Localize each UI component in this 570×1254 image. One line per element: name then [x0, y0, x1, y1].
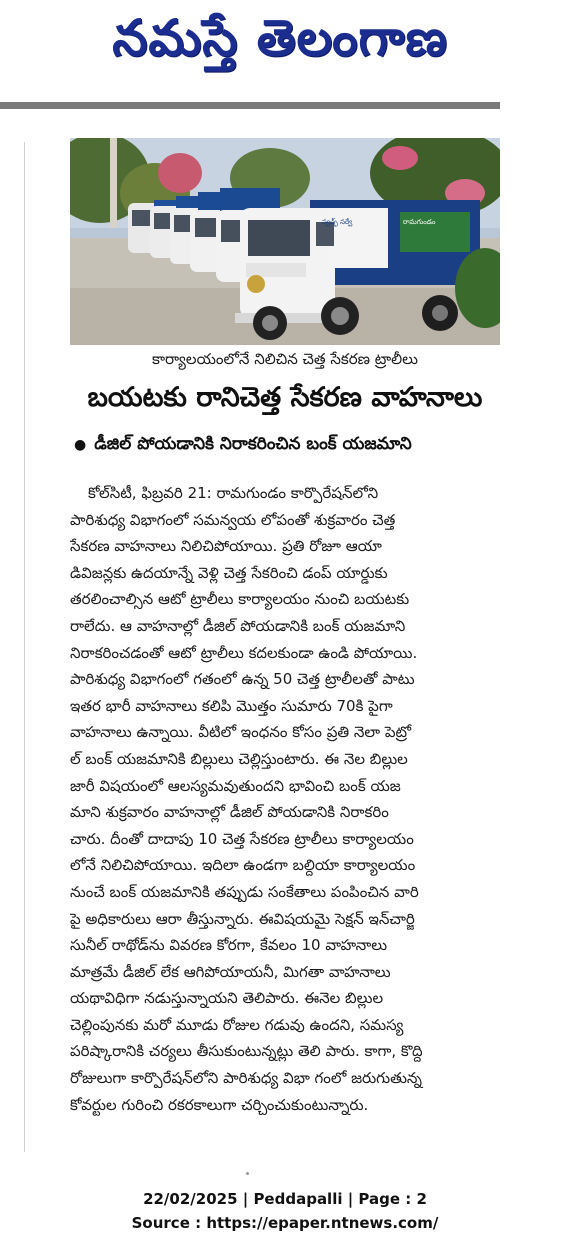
newspaper-masthead: నమస్తే తెలంగాణ [112, 8, 448, 67]
edition-date-line: 22/02/2025 | Peddapalli | Page : 2 [143, 1190, 427, 1208]
article-headline: బయటకు రానిచెత్త సేకరణ వాహనాలు [87, 382, 483, 413]
body-line: ఇతర భారీ వాహనాలు కలిపి మొత్తం సుమారు 70కి పైగా [70, 696, 393, 715]
subhead-text: డీజిల్ పోయడానికి నిరాకరించిన బంక్ యజమాని [94, 434, 412, 454]
body-line: కోవర్టుల గురించి రకరకాలుగా చర్చించుకుంటున్నారు. [70, 1095, 369, 1114]
body-line: నిరాకరించడంతో ఆటో ట్రాలీలు కదలకుండా ఉండి పోయాయి. [70, 643, 418, 662]
body-line: చారు. దీంతో దాదాపు 10 చెత్త సేకరణ ట్రాలీలు కార్యాలయం [70, 829, 414, 848]
body-line: మాని శుక్రవారం వాహనాల్లో డీజిల్ పోయడానికి నిరాకరిం [70, 803, 389, 822]
body-line: లోనే నిలిచిపోయాయి. ఇదిలా ఉండగా బల్దియా కార్యాలయం [70, 856, 416, 875]
body-line: రాలేదు. ఆ వాహనాల్లో డీజిల్ పోయడానికి బంక్ యజమాని [70, 616, 406, 635]
body-line: తరలించాల్సిన ఆటో ట్రాలీలు కార్యాలయం నుంచి బయటకు [70, 590, 410, 609]
article-subhead [74, 430, 500, 458]
column-rule [24, 142, 25, 1152]
news-photo [70, 138, 500, 345]
bullet-icon: ● [74, 437, 87, 453]
body-line: మాత్రమే డీజిల్ లేక ఆగిపోయాయనీ, మిగతా వాహనాలు [70, 962, 391, 981]
body-line: ల్ బంక్ యజమానికి బిల్లులు చెల్లిస్తుంటారు. ఈ నెల బిల్లుల [70, 749, 408, 768]
truck-label-text-2: రామగుండం [403, 218, 436, 226]
body-line: డివిజన్లకు ఉదయాన్నే వెళ్లి చెత్త సేకరించి డంప్ యార్డుకు [70, 563, 388, 582]
body-line: నుంచే బంక్ యజమానికి తప్పుడు సంకేతాలు పంపించిన వారి [70, 882, 419, 901]
photo-caption: కార్యాలయంలోనే నిలిచిన చెత్త సేకరణ ట్రాలీలు [152, 350, 418, 368]
body-line: కోల్‌సిటీ, ఫిబ్రవరి 21: రామగుండం కార్పొరేషన్‌లోని [88, 484, 379, 502]
article-body [70, 480, 502, 1118]
body-line: వాహనాలు ఉన్నాయి. వీటిలో ఇంధనం కోసం ప్రతి నెలా పెట్రో [70, 723, 412, 742]
body-line: పై అధికారులు ఆరా తీస్తున్నారు. ఈవిషయమై సెక్షన్ ఇన్‌చార్జి [70, 909, 415, 928]
body-line: రోజులుగా కార్పొరేషన్‌లోని పారిశుధ్య విభా గంలో జరుగుతున్న [70, 1069, 422, 1088]
source-line: Source : https://epaper.ntnews.com/ [131, 1214, 439, 1232]
body-line: సునీల్ రాథోడ్‌ను వివరణ కోరగా, కేవలం 10 వాహనాలు [70, 936, 388, 955]
body-line: పారిశుధ్య విభాగంలో గతంలో ఉన్న 50 చెత్త ట్రాలీలతో పాటు [70, 670, 415, 689]
truck-label-text: స్వచ్ఛ్ సర్వే [322, 218, 353, 226]
body-line: పారిశుధ్య విభాగంలో సమన్వయ లోపంతో శుక్రవారం చెత్త [70, 510, 396, 529]
body-line: సేకరణ వాహనాలు నిలిచిపోయాయి. ప్రతి రోజూ ఆయా [70, 537, 382, 556]
body-line: చెల్లింపునకు మరో మూడు రోజుల గడువు ఉందని, సమస్య [70, 1015, 404, 1034]
body-line: జారీ విషయంలో ఆలస్యమవుతుందని భావించి బంక్ యజ [70, 776, 401, 795]
masthead-divider [0, 102, 500, 109]
body-line: పరిష్కారానికి చర్యలు తీసుకుంటున్నట్లు తెలి పారు. కాగా, కొద్ది [70, 1042, 423, 1061]
body-line: యథావిధిగా నడుస్తున్నాయని తెలిపారు. ఈనెల బిల్లుల [70, 989, 384, 1008]
separator-dot [246, 1172, 249, 1175]
